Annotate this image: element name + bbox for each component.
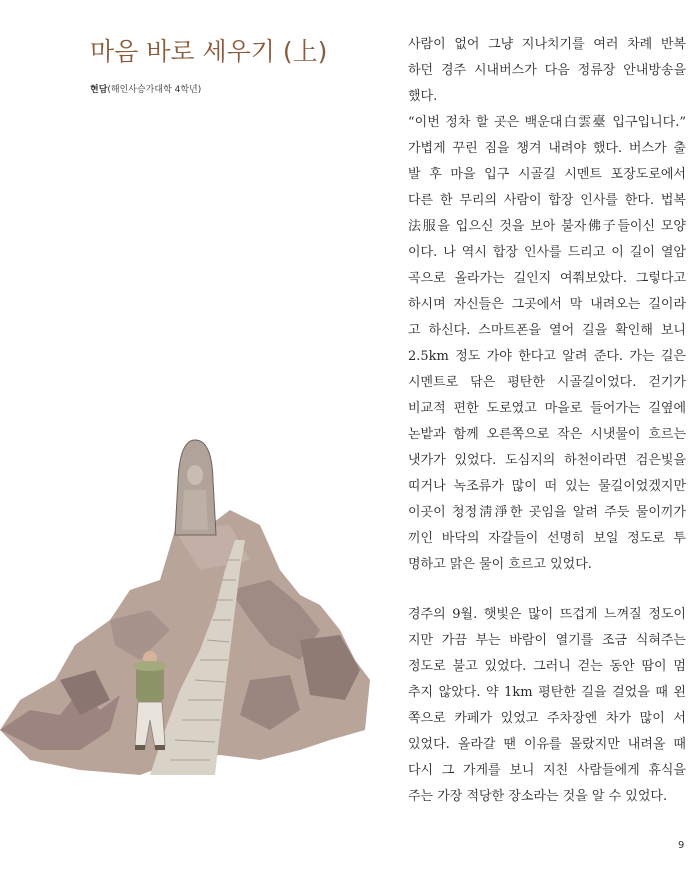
text-line: 냇가가 있었다. 도심지의 하천이라면 검은빛을 [408, 453, 686, 468]
text-line: 끼인 바닥의 자갈들이 선명히 보일 정도로 투 [408, 531, 686, 546]
text-line: 띠거나 녹조류가 많이 떠 있는 물길이었겠지만 [408, 479, 686, 494]
paragraph-1 [408, 32, 686, 578]
text-line: 하시며 자신들은 그곳에서 막 내려오는 길이라 [408, 297, 686, 312]
text-line: 했다. [408, 89, 438, 104]
text-line: 발 후 마을 입구 시골길 시멘트 포장도로에서 [408, 167, 686, 182]
text-line: 사람이 없어 그냥 지나치기를 여러 차례 반복 [408, 37, 686, 52]
buddha-statue [175, 440, 216, 535]
author-affiliation: (해인사승가대학 4학년) [107, 85, 202, 95]
text-line: 法服을 입으신 것을 보아 불자佛子들이신 모양 [408, 219, 686, 234]
text-line: 곡으로 올라가는 길인지 여쭤보았다. 그렇다고 [408, 271, 686, 286]
page-title: 마음 바로 세우기 (上) [90, 37, 328, 66]
text-line: 지만 가끔 부는 바람이 열기를 조금 식혀주는 [408, 633, 686, 648]
author-name: 현담 [90, 85, 108, 95]
text-line: 하던 경주 시내버스가 다음 정류장 안내방송을 [408, 63, 686, 78]
monk-walking-illustration [0, 430, 380, 775]
text-line: 정도로 불고 있었다. 그러니 걷는 동안 땀이 멈 [408, 659, 686, 674]
text-line: 2.5km 정도 가야 한다고 알려 준다. 가는 길은 [408, 349, 686, 364]
paragraph-gap [408, 578, 686, 602]
text-line: 논밭과 함께 오른쪽으로 작은 시냇물이 흐르는 [408, 427, 686, 442]
text-line: 있었다. 올라갈 땐 이유를 몰랐지만 내려올 때 [408, 737, 686, 752]
text-line: 추지 않았다. 약 1km 평탄한 길을 걸었을 때 왼 [408, 685, 686, 700]
paragraph-2 [408, 602, 686, 810]
article-body [408, 32, 686, 810]
text-line: 경주의 9월. 햇빛은 많이 뜨겁게 느껴질 정도이 [408, 607, 686, 622]
text-line: 이곳이 청정淸淨한 곳임을 알려 주듯 물이끼가 [408, 505, 686, 520]
text-line: 고 하신다. 스마트폰을 열어 길을 확인해 보니 [408, 323, 686, 338]
text-line: 시멘트로 닦은 평탄한 시골길이었다. 걷기가 [408, 375, 686, 390]
author-line [90, 82, 201, 95]
text-line: 다시 그 가게를 보니 지친 사람들에게 휴식을 [408, 763, 686, 778]
text-line: 가볍게 꾸린 짐을 챙겨 내려야 했다. 버스가 출 [408, 141, 686, 156]
text-line: 명하고 맑은 물이 흐르고 있었다. [408, 557, 592, 572]
page-number: 9 [678, 840, 685, 851]
text-line: 주는 가장 적당한 장소라는 것을 알 수 있었다. [408, 789, 668, 804]
text-line: “이번 정차 할 곳은 백운대白雲臺 입구입니다.” [408, 115, 686, 130]
text-line: 다른 한 무리의 사람이 합장 인사를 한다. 법복 [408, 193, 686, 208]
text-line: 이다. 나 역시 합장 인사를 드리고 이 길이 열암 [408, 245, 686, 260]
text-line: 쪽으로 카페가 있었고 주차장엔 차가 많이 서 [408, 711, 686, 726]
text-line: 비교적 편한 도로였고 마을로 들어가는 길옆에 [408, 401, 686, 416]
